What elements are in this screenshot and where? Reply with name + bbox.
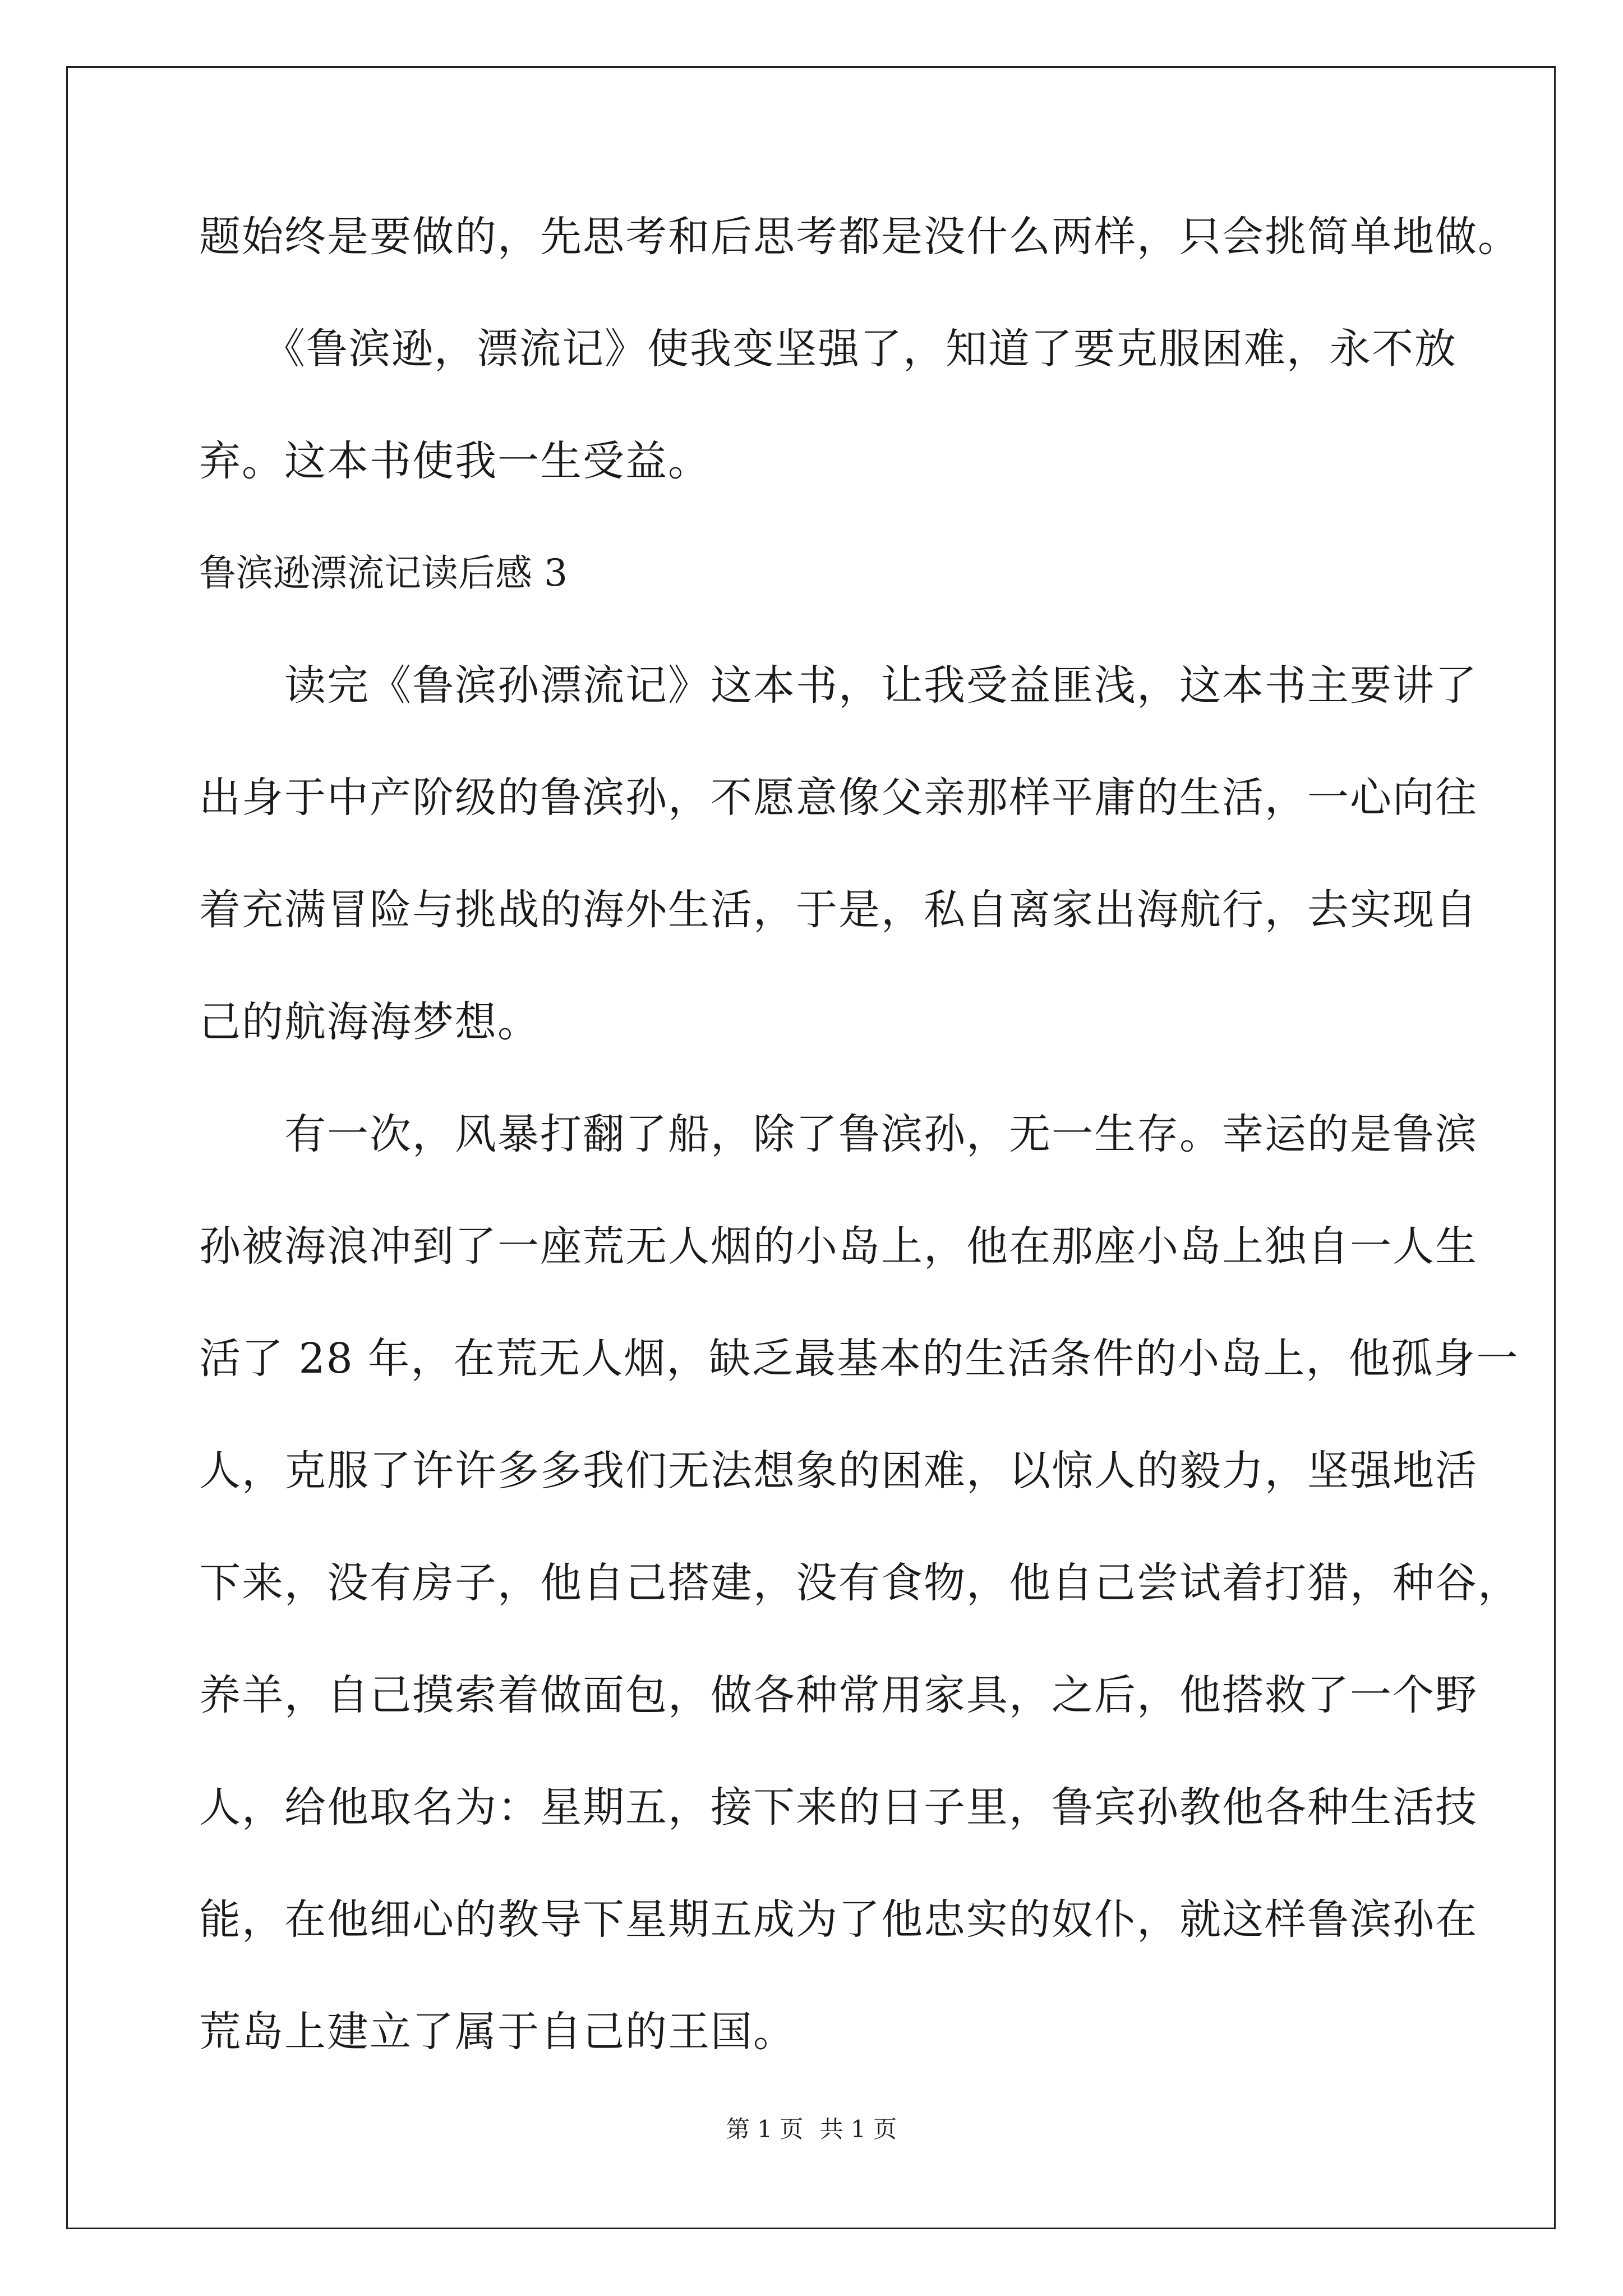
- page-number: 第 1 页: [726, 2115, 804, 2143]
- paragraph-line: 活了 28 年，在荒无人烟，缺乏最基本的生活条件的小岛上，他孤身一: [199, 1335, 1519, 1383]
- paragraph-line: 荒岛上建立了属于自己的王国。: [199, 2008, 796, 2056]
- paragraph-line: 能，在他细心的教导下星期五成为了他忠实的奴仆，就这样鲁滨孙在: [199, 1895, 1478, 1944]
- paragraph-line: 出身于中产阶级的鲁滨孙，不愿意像父亲那样平庸的生活，一心向往: [199, 774, 1478, 822]
- paragraph-line: 人，克服了许许多多我们无法想象的困难，以惊人的毅力，坚强地活: [199, 1447, 1478, 1495]
- paragraph-line: 着充满冒险与挑战的海外生活，于是，私自离家出海航行，去实现自: [199, 886, 1478, 934]
- paragraph-line: 己的航海海梦想。: [199, 998, 540, 1046]
- paragraph-line: 孙被海浪冲到了一座荒无人烟的小岛上，他在那座小岛上独自一人生: [199, 1222, 1478, 1271]
- paragraph-line: 《鲁滨逊，漂流记》使我变坚强了，知道了要克服困难，永不放: [199, 325, 1457, 373]
- section-heading: 鲁滨逊漂流记读后感 3: [199, 551, 568, 595]
- paragraph-line: 人，给他取名为：星期五，接下来的日子里，鲁宾孙教他各种生活技: [199, 1783, 1478, 1832]
- paragraph-line: 有一次，风暴打翻了船，除了鲁滨孙，无一生存。幸运的是鲁滨: [199, 1110, 1478, 1158]
- paragraph-line: 下来，没有房子，他自己搭建，没有食物，他自己尝试着打猎，种谷，: [199, 1559, 1520, 1607]
- paragraph-line: 读完《鲁滨孙漂流记》这本书，让我受益匪浅，这本书主要讲了: [199, 661, 1478, 710]
- paragraph-line: 弃。这本书使我一生受益。: [199, 437, 711, 485]
- document-body: [199, 211, 1520, 2058]
- paragraph-line: 养羊，自己摸索着做面包，做各种常用家具，之后，他搭救了一个野: [199, 1671, 1478, 1719]
- page-total: 共 1 页: [819, 2115, 897, 2143]
- page-footer: [0, 2113, 1623, 2146]
- paragraph-line: 题始终是要做的，先思考和后思考都是没什么两样，只会挑简单地做。: [199, 213, 1520, 261]
